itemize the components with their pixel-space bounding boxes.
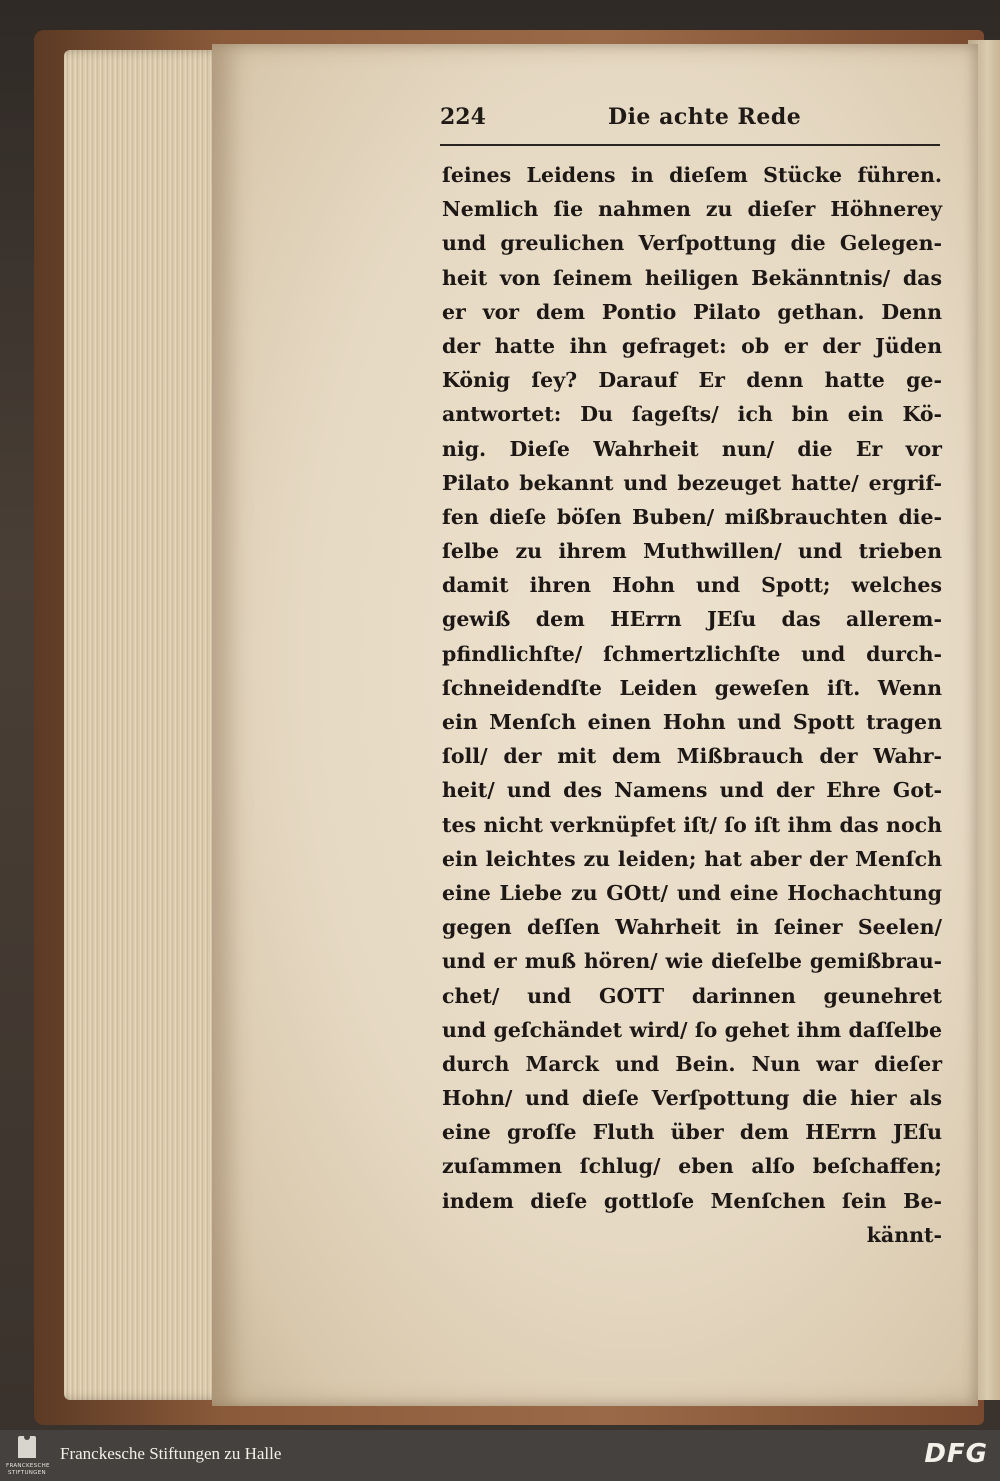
- text-line: chet/ und GOTT darinnen geunehret: [442, 983, 942, 1008]
- text-line: heit/ und des Namens und der Ehre Got-: [442, 778, 942, 803]
- text-line: durch Marck und Bein. Nun war dieſer: [442, 1051, 942, 1076]
- body-text: [442, 158, 942, 1252]
- text-line: Hohn/ und dieſe Verſpottung die hier als: [442, 1086, 942, 1111]
- text-line: pfindlichſte/ ſchmertzlichſte und durch-: [442, 641, 942, 666]
- text-line: gegen deſſen Wahrheit in ſeiner Seelen/: [442, 915, 942, 940]
- text-line: ein Menſch einen Hohn und Spott tragen: [442, 710, 942, 734]
- logo-text-line: STIFTUNGEN: [8, 1470, 46, 1476]
- running-head: Die achte Rede: [608, 104, 802, 130]
- text-line: und geſchändet wird/ ſo gehet ihm daſſelbe: [442, 1017, 942, 1042]
- text-line: und er muß hören/ wie dieſelbe gemißbrau-: [442, 949, 942, 974]
- header-rule: [440, 144, 940, 146]
- dfg-logo[interactable]: DFG: [924, 1439, 988, 1469]
- text-line: eine Liebe zu GOtt/ und eine Hochachtung: [442, 880, 942, 905]
- text-line: König ſey? Darauf Er denn hatte ge-: [442, 368, 942, 393]
- text-line: antwortet: Du ſageſts/ ich bin ein Kö-: [442, 402, 942, 427]
- institution-name[interactable]: Franckesche Stiftungen zu Halle: [60, 1444, 282, 1463]
- viewer-footer: [0, 1430, 1000, 1481]
- text-line: ſelbe zu ihrem Muthwillen/ und trieben: [442, 539, 942, 564]
- text-line: gewiß dem HErrn JEſu das allerem-: [442, 607, 942, 632]
- text-line: ſchneidendſte Leiden geweſen iſt. Wenn: [442, 675, 942, 700]
- text-line: heit von ſeinem heiligen Bekänntnis/ das: [442, 265, 942, 290]
- text-line: ein leichtes zu leiden; hat aber der Menſch: [442, 846, 942, 871]
- logo-text-line: FRANCKESCHE: [6, 1463, 50, 1469]
- text-line: Pilato bekannt und bezeuget hatte/ ergrif-: [442, 470, 942, 495]
- text-line: tes nicht verknüpfet iſt/ ſo iſt ihm das noch: [442, 812, 942, 837]
- text-line: indem dieſe gottloſe Menſchen ſein Be-: [442, 1188, 942, 1213]
- text-line: nig. Dieſe Wahrheit nun/ die Er vor: [442, 436, 942, 461]
- text-line: er vor dem Pontio Pilato gethan. Denn: [442, 299, 942, 324]
- catchword: kännt-: [866, 1222, 942, 1247]
- page-header: [440, 104, 940, 134]
- text-line: der hatte ihn gefraget: ob er der Jüden: [442, 333, 942, 358]
- text-line: zuſammen ſchlug/ eben alſo beſchaffen;: [442, 1154, 942, 1179]
- text-line: ſeines Leidens in dieſem Stücke führen.: [442, 163, 942, 187]
- text-line: damit ihren Hohn und Spott; welches: [442, 573, 942, 598]
- building-icon: [18, 1436, 36, 1458]
- page-edges: [64, 50, 224, 1400]
- text-line: Nemlich ſie nahmen zu dieſer Höhnerey: [442, 197, 942, 222]
- text-line: fen dieſe böſen Buben/ mißbrauchten die-: [442, 504, 942, 529]
- text-line: eine groſſe Fluth über dem HErrn JEſu: [442, 1120, 942, 1145]
- text-line: und greulichen Verſpottung die Gelegen-: [442, 231, 942, 256]
- text-line: ſoll/ der mit dem Mißbrauch der Wahr-: [442, 744, 942, 769]
- page-number: 224: [440, 104, 486, 130]
- institution-logo[interactable]: [6, 1434, 48, 1477]
